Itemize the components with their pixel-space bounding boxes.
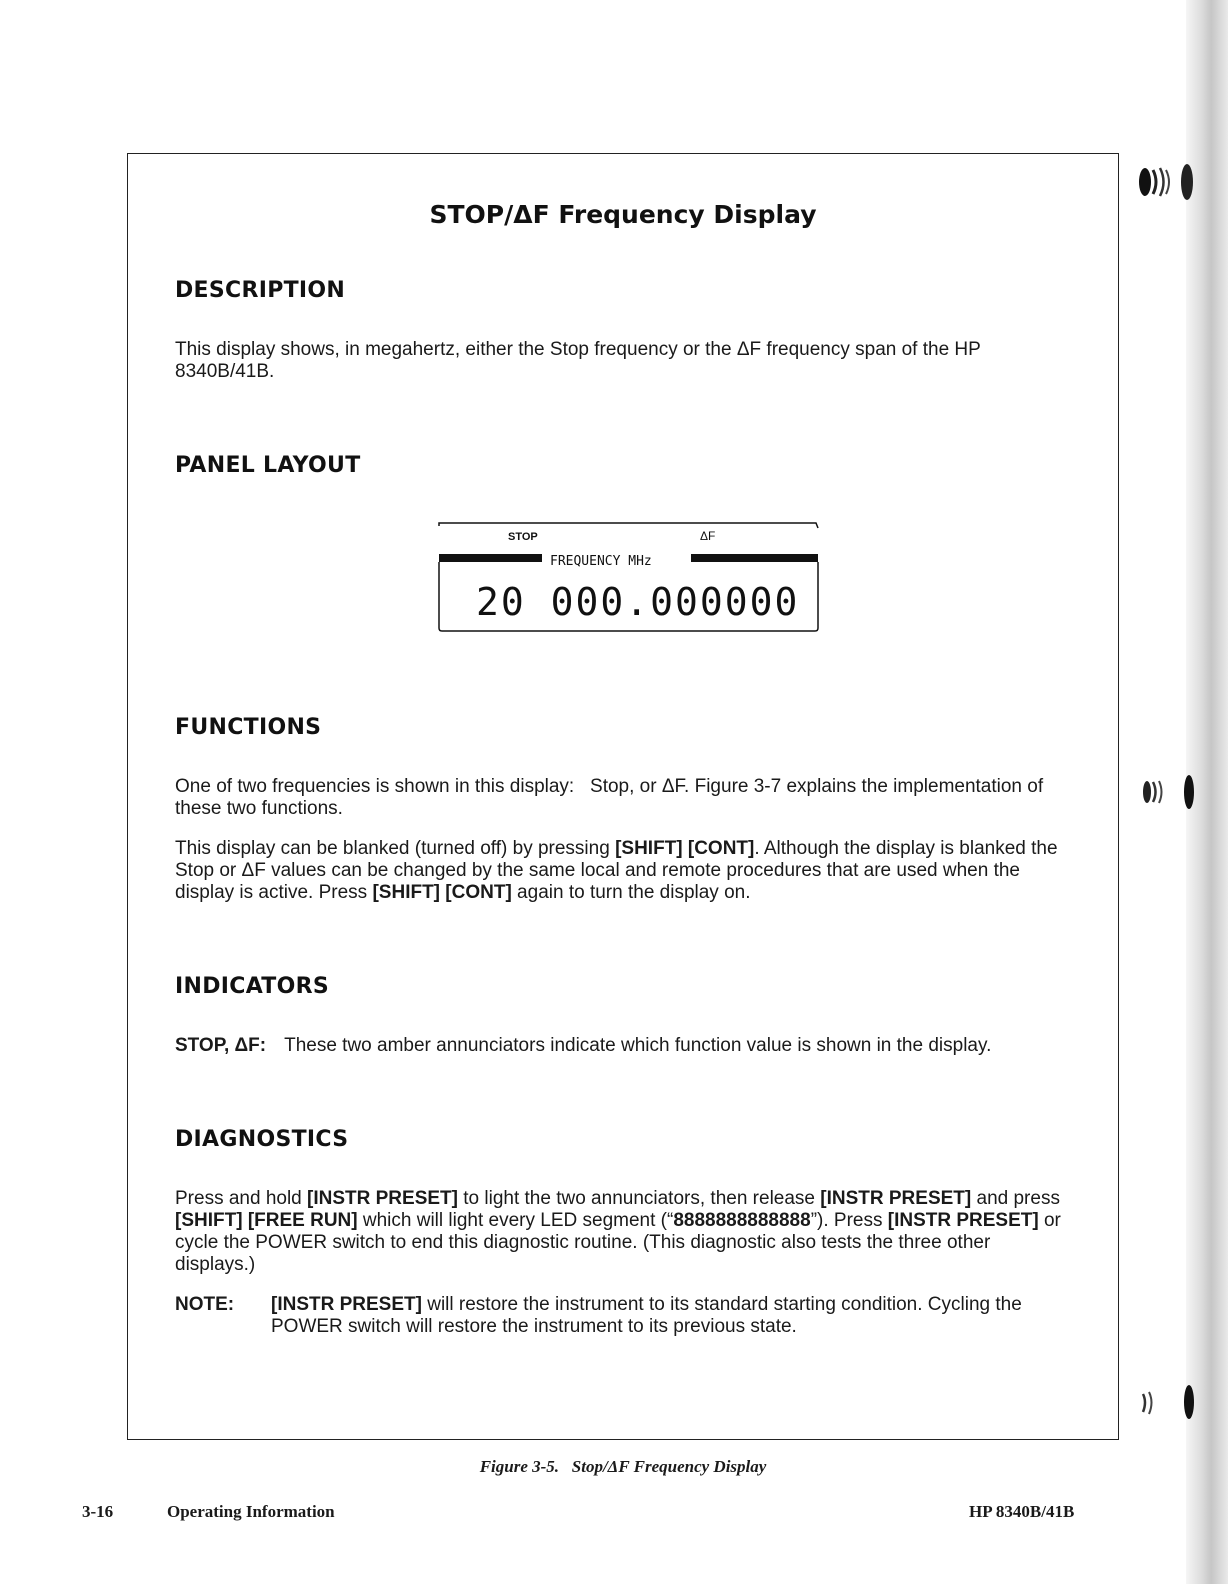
indicators-text xyxy=(175,1035,1075,1057)
indicators-heading: INDICATORS xyxy=(175,974,330,999)
binding-ring-icon xyxy=(1135,770,1195,814)
binding-ring-icon xyxy=(1135,160,1195,204)
text-span: or cycle the POWER switch to end this diagnostic routine. (This diagnostic also tests the three other displays.) xyxy=(175,1210,1061,1275)
led-segment-pattern: 8888888888888 xyxy=(673,1210,811,1231)
text-span: which will light every LED segment (“ xyxy=(357,1210,674,1231)
description-text: This display shows, in megahertz, either the Stop frequency or the ΔF frequency span of the HP 8340B/41B. xyxy=(175,339,981,382)
text-span: to light the two annunciators, then release xyxy=(457,1188,821,1209)
figure-caption: Figure 3-5. Stop/ΔF Frequency Display xyxy=(479,1457,767,1476)
key-instr-preset: [INSTR PRESET] xyxy=(271,1294,422,1315)
annunciator-delta-f: ΔF xyxy=(700,529,716,543)
description-heading: DESCRIPTION xyxy=(175,278,346,303)
key-instr-preset: [INSTR PRESET] xyxy=(820,1188,972,1209)
text-span: Press and hold xyxy=(175,1188,308,1209)
key-instr-preset: [INSTR PRESET] xyxy=(887,1210,1039,1231)
frequency-readout: 20 000.000000 xyxy=(476,580,800,624)
key-instr-preset: [INSTR PRESET] xyxy=(307,1188,458,1209)
text-span: . Although the display is blanked the Stop or ΔF values can be changed by the same local and remote procedures that are used when the display is active. Press xyxy=(175,838,1058,903)
note-text xyxy=(271,1294,1076,1338)
binding-ring-icon xyxy=(1135,1380,1195,1424)
key-shift-cont: [SHIFT] [CONT] xyxy=(372,882,512,903)
frequency-label: FREQUENCY MHz xyxy=(550,554,652,569)
text-span: ”). Press xyxy=(810,1210,888,1231)
functions-paragraph-2 xyxy=(175,838,1075,904)
text-span: This display can be blanked (turned off) by pressing xyxy=(175,838,616,859)
annunciator-stop: STOP xyxy=(508,531,538,543)
key-shift-free-run: [SHIFT] [FREE RUN] xyxy=(175,1210,358,1231)
functions-paragraph-1: One of two frequencies is shown in this display: Stop, or ΔF. Figure 3-7 explains the implementation of these two functions. xyxy=(175,776,1049,819)
note-label: NOTE: xyxy=(175,1294,235,1315)
panel-layout-heading: PANEL LAYOUT xyxy=(175,453,361,478)
indicators-label: STOP, ΔF: xyxy=(175,1035,267,1056)
text-span: again to turn the display on. xyxy=(511,882,751,903)
page-title: STOP/ΔF Frequency Display xyxy=(429,200,817,229)
key-shift-cont: [SHIFT] [CONT] xyxy=(615,838,755,859)
diagnostics-paragraph xyxy=(175,1188,1075,1276)
footer-model: HP 8340B/41B xyxy=(969,1502,1075,1521)
footer-page-number: 3-16 xyxy=(82,1502,114,1521)
functions-heading: FUNCTIONS xyxy=(175,715,322,740)
diagnostics-heading: DIAGNOSTICS xyxy=(175,1127,349,1152)
frequency-display-panel xyxy=(436,520,821,635)
footer-section: Operating Information xyxy=(167,1502,335,1521)
text-span: will restore the instrument to its standard starting condition. Cycling the POWER switch will restore the instrument to its previous state. xyxy=(271,1294,1022,1337)
text-span: and press xyxy=(971,1188,1060,1209)
indicators-description: These two amber annunciators indicate which function value is shown in the display. xyxy=(284,1035,992,1056)
